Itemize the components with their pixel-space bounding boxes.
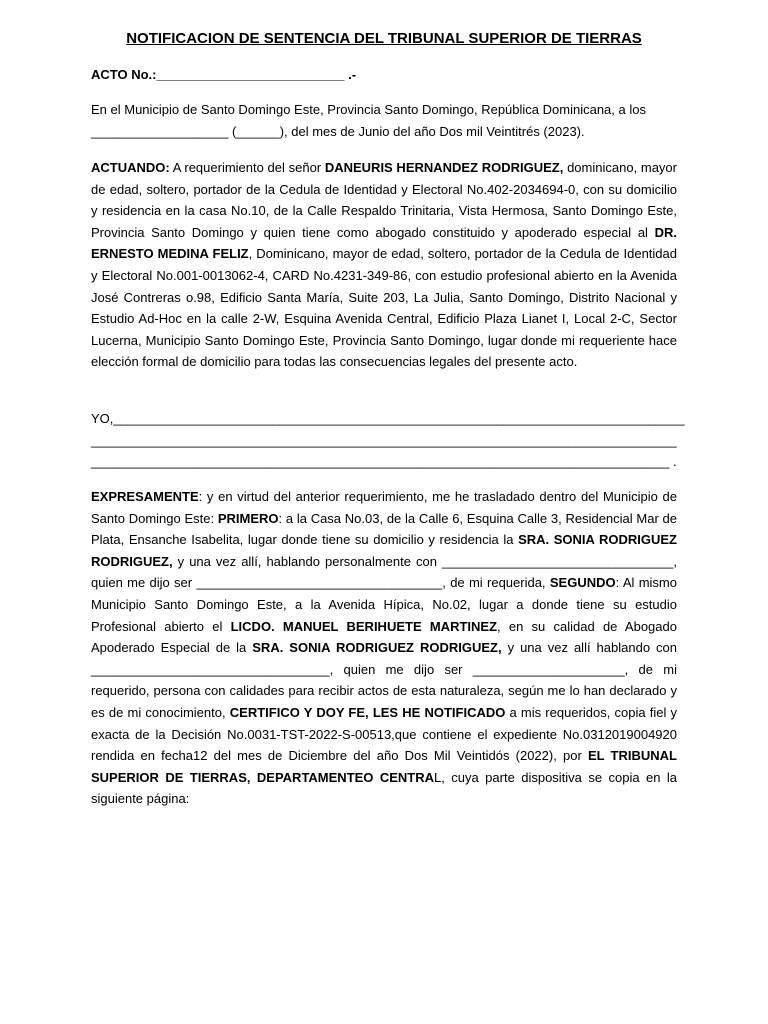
acto-label: ACTO No.: [91,67,157,82]
expresamente-text-6: y una vez allí hablando con _________________________________, quien me dijo ser _____________________, de mi requerido, persona con calidades para recibir actos de esta naturaleza, según me lo han declarado y es de mi conocimiento, [91,640,677,720]
intro-paragraph [91,99,677,142]
acto-line [91,64,677,86]
requerida-name-2: SRA. SONIA RODRIGUEZ RODRIGUEZ, [252,640,502,656]
yo-line-3: ________________________________________________________________________________ . [91,454,677,470]
expresamente-label: EXPRESAMENTE [91,489,199,504]
abogado-name: DR. ERNESTO MEDINA FELIZ [91,224,677,262]
yo-section [91,408,685,473]
expresamente-text-8: L, cuya parte dispositiva se copia en la siguiente página: [91,769,677,807]
actuando-text-2: dominicano, mayor de edad, soltero, portador de la Cedula de Identidad y Electoral No.402-2034694-0, con su domicilio y residencia en la casa No.10, de la Calle Respaldo Trinitaria, Vista Hermosa, Santo Domingo Este, Provincia Santo Domingo y quien tiene como abogado constituido y apoderado especial al [91,160,677,240]
yo-line-2: _________________________________________________________________________________ [91,432,677,448]
expresamente-text-5: , en su calidad de Abogado Apoderado Especial de la [91,618,677,656]
actuando-text-3: , Dominicano, mayor de edad, soltero, portador de la Cedula de Identidad y Electoral No.001-0013062-4, CARD No.4231-349-86, con estudio profesional abierto en la Avenida José Contreras o.98, Edificio Santa María, Suite 203, La Julia, Santo Domingo, Distrito Nacional y Estudio Ad-Hoc en la calle 2-W, Esquina Avenida Central, Edificio Plaza Lianet I, Local 2-C, Sector Lucerna, Municipio Santo Domingo Este, Provincia Santo Domingo, lugar donde mi requeriente hace elección formal de domicilio para todas las consecuencias legales del presente acto. [91,246,678,370]
document-title: NOTIFICACION DE SENTENCIA DEL TRIBUNAL SUPERIOR DE TIERRAS [126,30,642,47]
expresamente-paragraph [91,486,677,810]
tribunal-name: EL TRIBUNAL SUPERIOR DE TIERRAS, DEPARTAMENTEO CENTRA [91,748,677,785]
primero-label: PRIMERO [217,510,279,526]
intro-line-2: ___________________ (______), del mes de Junio del año Dos mil Veintitrés (2023). [91,123,585,139]
expresamente-text-3: y una vez allí, hablando personalmente con ________________________________, quien me dijo ser __________________________________, de mi requerida, [91,553,677,591]
expresamente-text-2: : a la Casa No.03, de la Calle 6, Esquina Calle 3, Residencial Mar de Plata, Ensanche Isabelita, lugar donde tiene su domicilio y residencia la [91,510,677,548]
expresamente-text-4: : Al mismo Municipio Santo Domingo Este, a la Avenida Hípica, No.02, lugar a donde tiene su estudio Profesional abierto el [91,575,677,634]
acto-end: .- [344,67,357,82]
licdo-name: LICDO. MANUEL BERIHUETE MARTINEZ [230,618,498,634]
actuando-paragraph [91,157,677,373]
expresamente-text-1: : y en virtud del anterior requerimiento, me he trasladado dentro del Municipio de Santo Domingo Este: [91,489,677,526]
intro-line-1: En el Municipio de Santo Domingo Este, Provincia Santo Domingo, República Dominicana, a los [91,102,646,117]
yo-line-1: YO,_______________________________________________________________________________ [91,411,685,426]
expresamente-text-7: a mis requeridos, copia fiel y exacta de la Decisión No.0031-TST-2022-S-00513,que contiene el expediente No.0312019004920 rendida en fecha12 del mes de Diciembre del año Dos Mil Veintidós (2022), por [91,704,677,764]
certifico-statement: CERTIFICO Y DOY FE, LES HE NOTIFICADO [229,704,506,720]
acto-blank: __________________________ [156,67,345,82]
requerida-name: SRA. SONIA RODRIGUEZ RODRIGUEZ, [91,532,677,569]
actuando-label: ACTUANDO: [91,160,170,175]
requirente-name: DANEURIS HERNANDEZ RODRIGUEZ, [324,160,564,175]
actuando-text-1: A requerimiento del señor [169,160,325,175]
segundo-label: SEGUNDO [549,575,616,591]
